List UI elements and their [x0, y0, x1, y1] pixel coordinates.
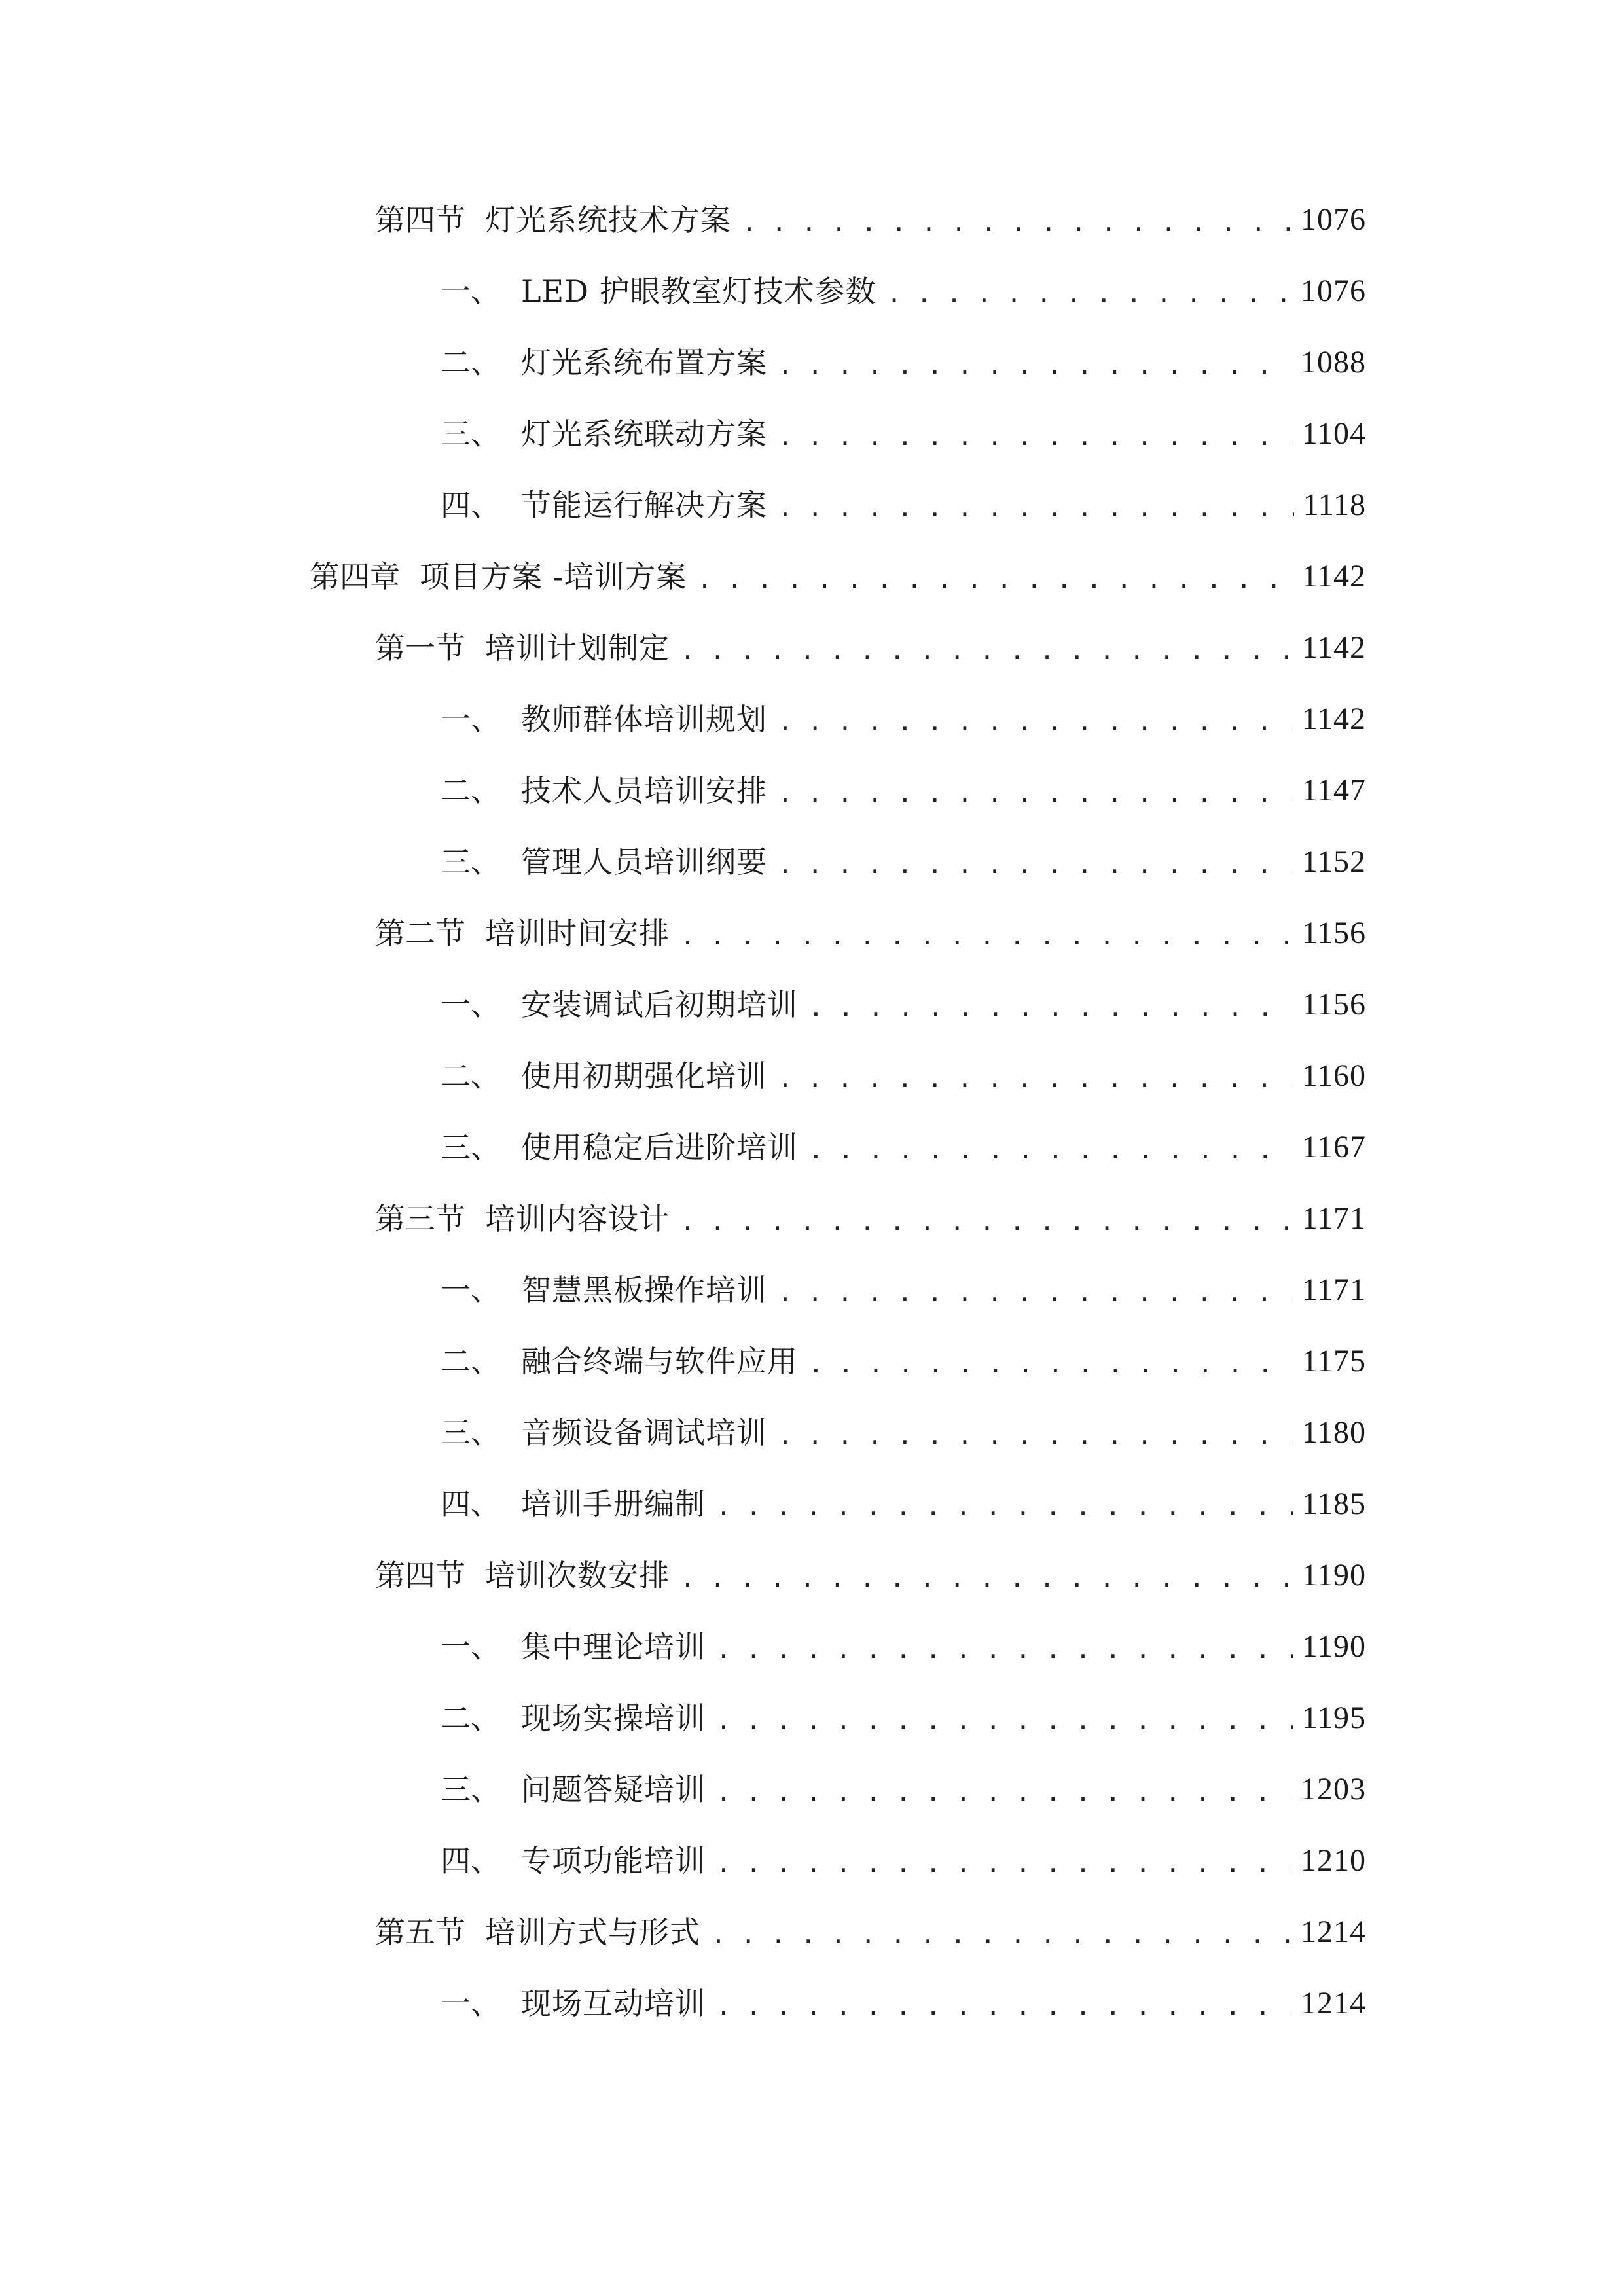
entry-title: 智慧黑板操作培训 [521, 1272, 767, 1308]
entry-title: 教师群体培训规划 [521, 702, 767, 737]
dot-leader [680, 910, 1293, 962]
entry-number: 一、 [441, 1272, 501, 1308]
entry-page-number: 1152 [1301, 844, 1366, 879]
entry-title: 灯光系统联动方案 [521, 416, 767, 452]
dot-leader [778, 1052, 1293, 1105]
entry-number: 四、 [441, 488, 501, 523]
entry-page-number: 1171 [1301, 1272, 1366, 1307]
entry-title: 现场互动培训 [521, 1986, 706, 2021]
entry-title: 使用稳定后进阶培训 [521, 1130, 798, 1165]
entry-title: 培训次数安排 [485, 1558, 670, 1593]
entry-title: 培训方式与形式 [485, 1914, 700, 1950]
dot-leader [778, 410, 1293, 463]
toc-entry[interactable] [375, 1193, 1366, 1245]
toc-entry[interactable] [441, 479, 1366, 531]
toc-entry[interactable] [310, 550, 1366, 603]
toc-entry[interactable] [375, 1906, 1366, 1958]
dot-leader [697, 553, 1293, 605]
entry-number: 第二节 [375, 916, 465, 951]
entry-number: 一、 [441, 702, 501, 737]
entry-title: 使用初期强化培训 [521, 1058, 767, 1094]
entry-title: 集中理论培训 [521, 1629, 706, 1664]
entry-title: 灯光系统布置方案 [521, 345, 767, 380]
entry-page-number: 1160 [1301, 1058, 1366, 1093]
dot-leader [887, 268, 1291, 320]
entry-number: 三、 [441, 416, 501, 452]
dot-leader [778, 696, 1293, 748]
entry-title: 灯光系统技术方案 [485, 202, 731, 238]
entry-title: 培训计划制定 [485, 630, 670, 666]
entry-number: 三、 [441, 1772, 501, 1807]
entry-number: 第一节 [375, 630, 465, 666]
entry-number: 二、 [441, 773, 501, 808]
dot-leader [680, 1195, 1293, 1247]
dot-leader [716, 1980, 1291, 2032]
entry-number: 二、 [441, 1058, 501, 1094]
entry-page-number: 1180 [1301, 1415, 1366, 1450]
toc-entry[interactable] [375, 194, 1366, 246]
entry-title: 问题答疑培训 [521, 1772, 706, 1807]
entry-page-number: 1214 [1301, 1914, 1366, 1949]
entry-number: 第四节 [375, 202, 465, 238]
entry-page-number: 1171 [1301, 1201, 1366, 1236]
entry-number: 三、 [441, 1415, 501, 1450]
entry-page-number: 1175 [1301, 1344, 1366, 1378]
toc-entry[interactable] [375, 907, 1366, 960]
entry-number: 一、 [441, 987, 501, 1022]
entry-number: 第三节 [375, 1201, 465, 1236]
toc-entry[interactable] [441, 1264, 1366, 1316]
toc-entry[interactable] [441, 1478, 1366, 1530]
toc-entry[interactable] [441, 693, 1366, 745]
dot-leader [778, 482, 1294, 534]
toc-entry[interactable] [441, 1621, 1366, 1673]
toc-entry[interactable] [375, 1549, 1366, 1602]
dot-leader [742, 196, 1291, 249]
entry-page-number: 1156 [1301, 916, 1366, 950]
dot-leader [680, 1552, 1293, 1604]
dot-leader [778, 767, 1293, 819]
dot-leader [716, 1695, 1293, 1747]
entry-number: 第四节 [375, 1558, 465, 1593]
entry-title: 培训时间安排 [485, 916, 670, 951]
entry-page-number: 1203 [1301, 1772, 1366, 1806]
entry-page-number: 1156 [1301, 987, 1366, 1022]
dot-leader [711, 1909, 1291, 1961]
toc-entry[interactable] [441, 1407, 1366, 1459]
toc-entry[interactable] [441, 1121, 1366, 1174]
toc-entry[interactable] [441, 1692, 1366, 1744]
toc-entry[interactable] [441, 265, 1366, 317]
entry-title: 融合终端与软件应用 [521, 1344, 798, 1379]
entry-number: 二、 [441, 345, 501, 380]
entry-page-number: 1118 [1303, 488, 1366, 522]
entry-number: 一、 [441, 1629, 501, 1664]
entry-number: 三、 [441, 844, 501, 880]
entry-number: 一、 [441, 1986, 501, 2021]
dot-leader [716, 1766, 1291, 1818]
toc-entry[interactable] [375, 622, 1366, 674]
entry-number: 三、 [441, 1130, 501, 1165]
entry-number: 二、 [441, 1344, 501, 1379]
dot-leader [778, 1409, 1293, 1462]
entry-title: 音频设备调试培训 [521, 1415, 767, 1450]
entry-page-number: 1088 [1301, 345, 1366, 380]
entry-page-number: 1076 [1301, 202, 1366, 237]
dot-leader [778, 339, 1291, 391]
dot-leader [716, 1623, 1293, 1676]
dot-leader [716, 1480, 1293, 1533]
entry-number: 第五节 [375, 1914, 465, 1950]
entry-page-number: 1210 [1301, 1843, 1366, 1878]
toc-entry[interactable] [441, 1977, 1366, 2030]
toc-entry[interactable] [441, 764, 1366, 817]
entry-page-number: 1167 [1301, 1130, 1366, 1164]
entry-page-number: 1104 [1301, 416, 1366, 451]
entry-title: 现场实操培训 [521, 1700, 706, 1736]
entry-page-number: 1076 [1301, 274, 1366, 308]
entry-title: 节能运行解决方案 [521, 488, 767, 523]
dot-leader [680, 624, 1293, 677]
entry-page-number: 1195 [1301, 1700, 1366, 1735]
entry-number: 一、 [441, 274, 501, 309]
entry-page-number: 1142 [1301, 559, 1366, 594]
entry-page-number: 1147 [1301, 773, 1366, 808]
toc-entry[interactable] [441, 1335, 1366, 1388]
entry-page-number: 1190 [1301, 1629, 1366, 1664]
entry-page-number: 1214 [1301, 1986, 1366, 2020]
entry-title: 培训内容设计 [485, 1201, 670, 1236]
entry-page-number: 1142 [1301, 630, 1366, 665]
toc-entry[interactable] [441, 978, 1366, 1031]
entry-page-number: 1185 [1301, 1486, 1366, 1521]
dot-leader [808, 981, 1293, 1033]
entry-page-number: 1142 [1301, 702, 1366, 736]
dot-leader [808, 1338, 1293, 1390]
toc-entry[interactable] [441, 836, 1366, 888]
toc-entry[interactable] [441, 336, 1366, 389]
entry-title: 安装调试后初期培训 [521, 987, 798, 1022]
toc-entry[interactable] [441, 1050, 1366, 1102]
entry-page-number: 1190 [1301, 1558, 1366, 1592]
toc-entry[interactable] [441, 408, 1366, 460]
entry-number: 二、 [441, 1700, 501, 1736]
entry-title: 专项功能培训 [521, 1843, 706, 1878]
dot-leader [716, 1837, 1291, 1890]
toc-entry[interactable] [441, 1835, 1366, 1887]
entry-title: 技术人员培训安排 [521, 773, 767, 808]
toc-entry[interactable] [441, 1763, 1366, 1816]
entry-title: 管理人员培训纲要 [521, 844, 767, 880]
dot-leader [808, 1124, 1293, 1176]
dot-leader [778, 838, 1293, 891]
entry-number: 四、 [441, 1486, 501, 1522]
dot-leader [778, 1266, 1293, 1319]
entry-title: 项目方案 -培训方案 [420, 559, 687, 594]
entry-number: 第四章 [310, 559, 400, 594]
entry-title: 培训手册编制 [521, 1486, 706, 1522]
entry-title: LED 护眼教室灯技术参数 [521, 274, 876, 309]
entry-number: 四、 [441, 1843, 501, 1878]
